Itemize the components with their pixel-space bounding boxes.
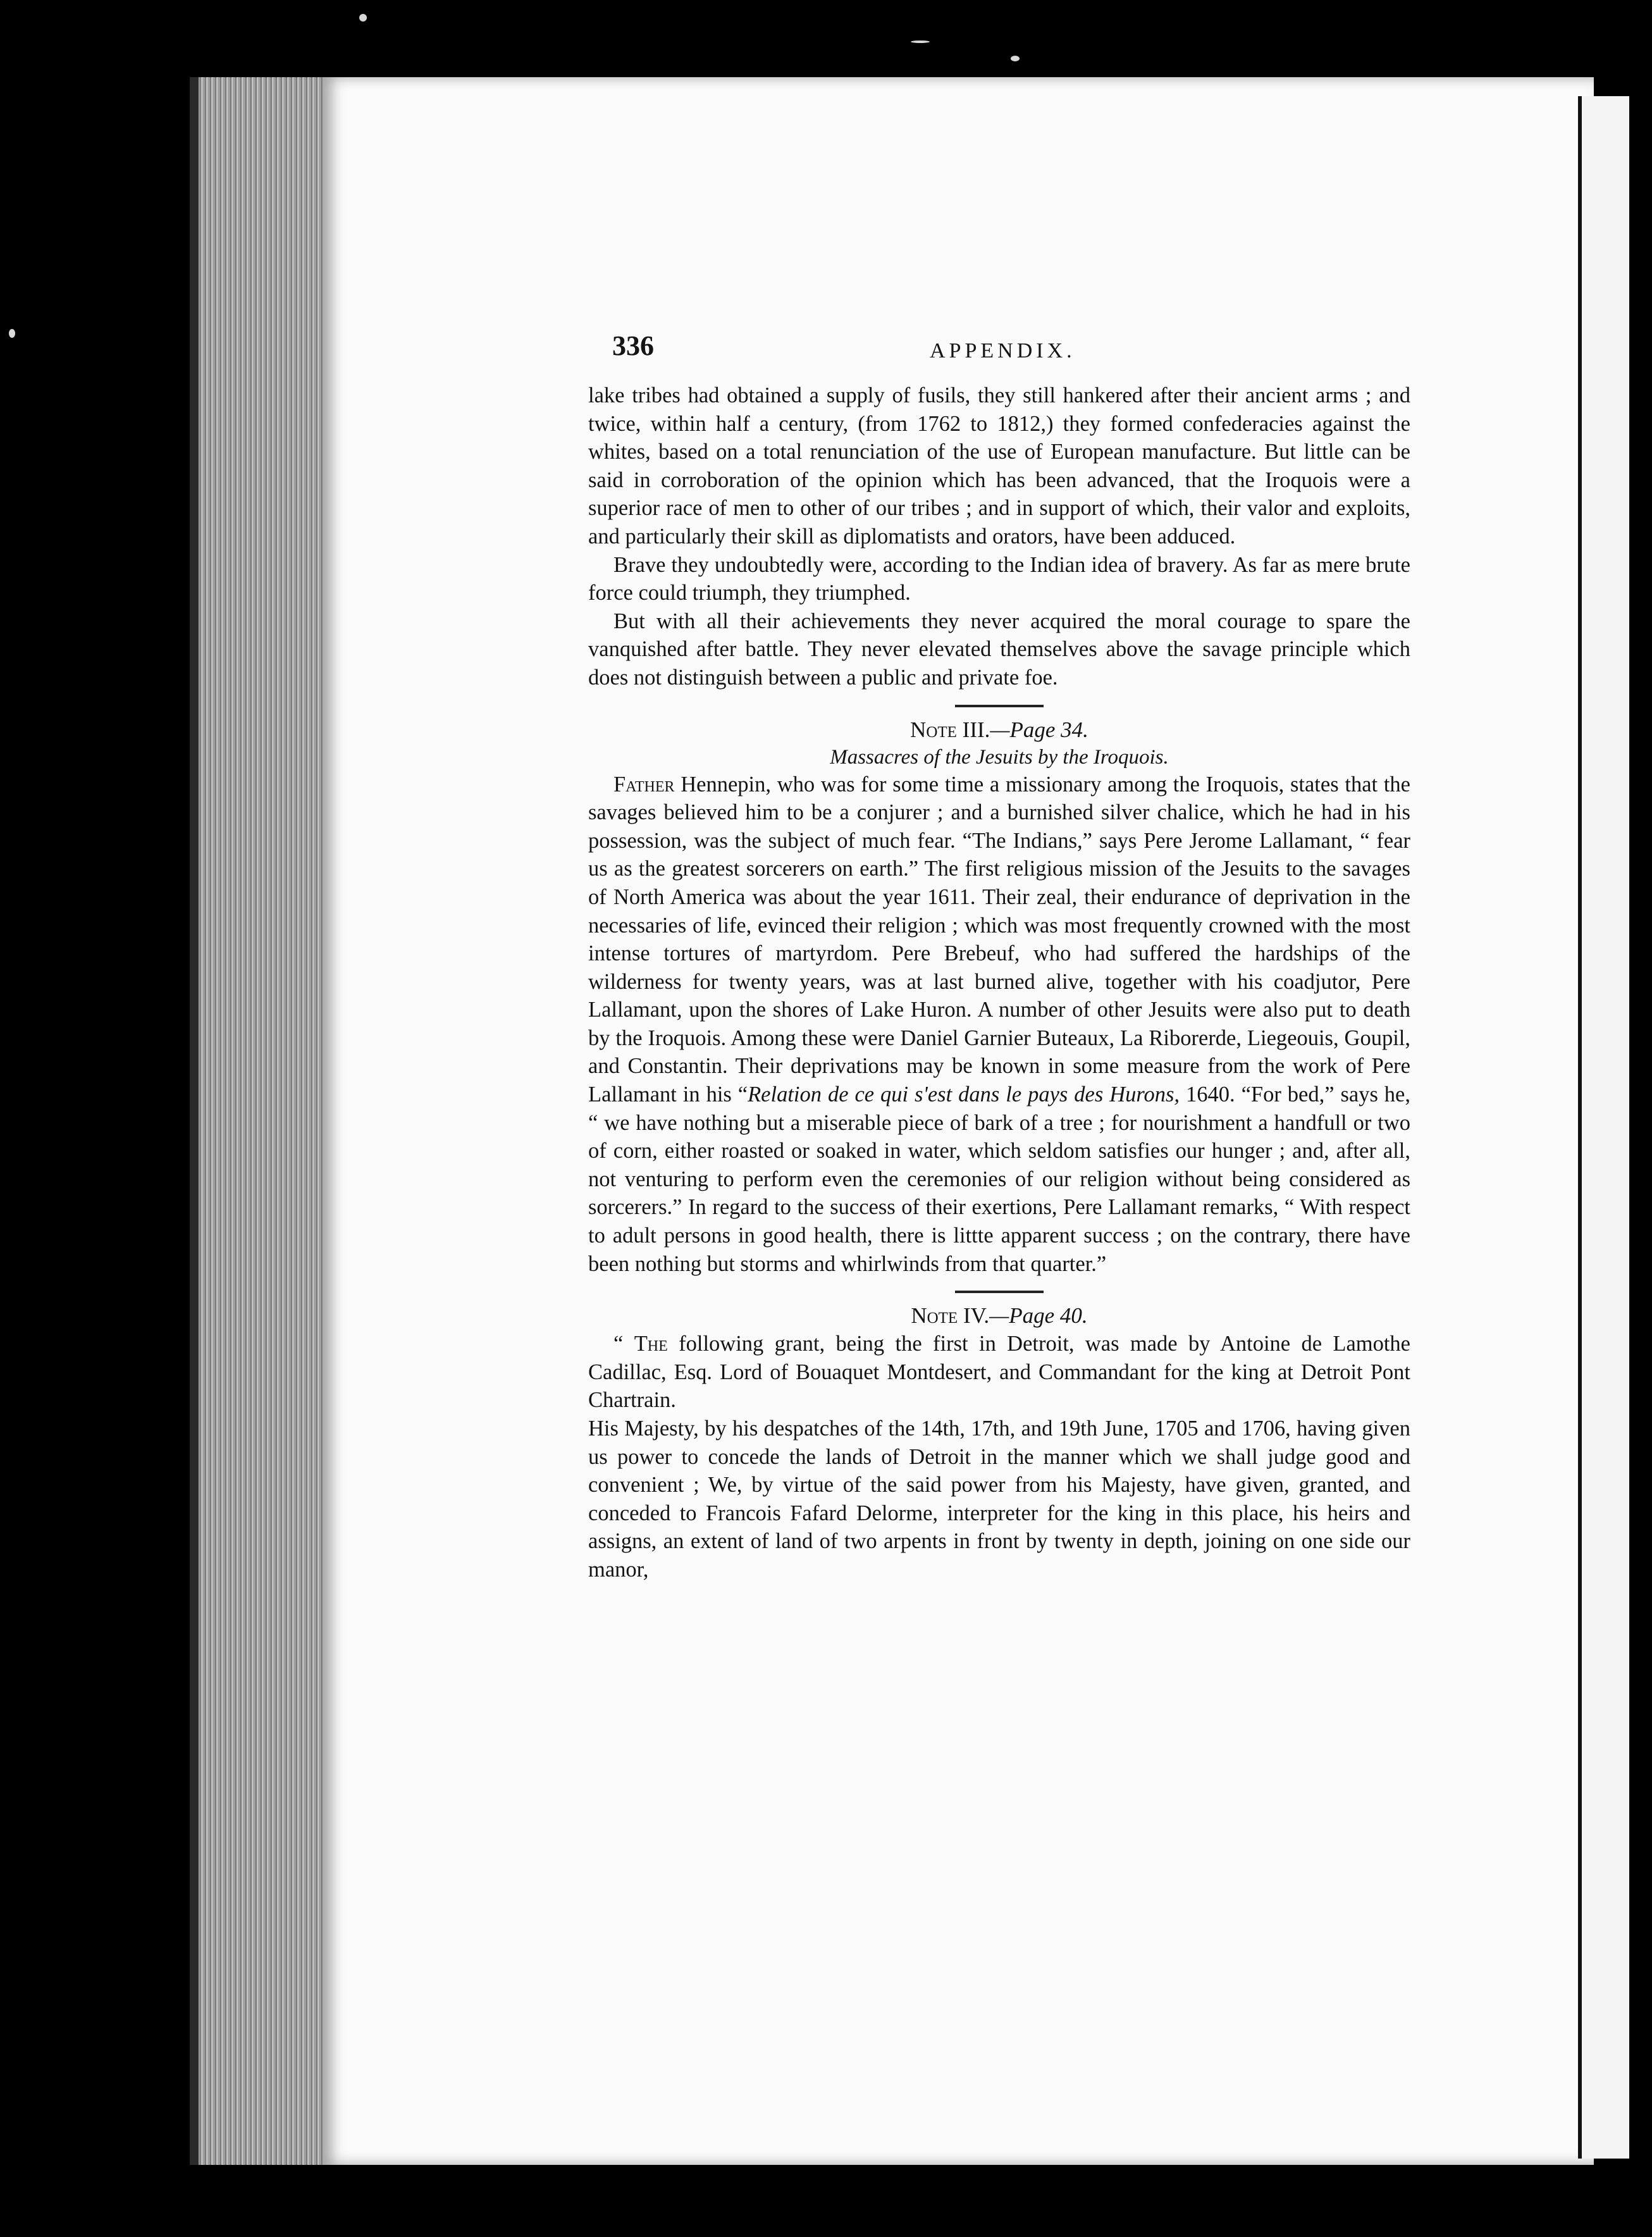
paragraph: His Majesty, by his despatches of the 14th, 17th, and 19th June, 1705 and 1706, having given us power to concede the lands of Detroit in the manner which we shall judge good and convenient ; We, by virtue of the said power from his Majesty, have given, granted, and conceded to Francois Fafard Delorme, interpreter for the king in this place, his heirs and assigns, an extent of land of two arpents in front by twenty in depth, joining on one side our manor, [588,1416,1410,1582]
scan-speck [911,40,930,43]
lead-word: The [634,1332,668,1356]
work-title: Relation de ce qui s'est dans le pays des Hurons, [748,1082,1180,1107]
note-subheading: Massacres of the Jesuits by the Iroquois. [830,745,1169,769]
paragraph: But with all their achievements they never acquired the moral courage to spare the vanquished after battle. They never elevated themselves above the savage principle which does not distinguish between a public and private foe. [588,609,1410,690]
paragraph-text: 1640. “For bed,” says he, “ we have nothing but a miserable piece of bark of a tree ; for nourishment a handfull or two of corn, either roasted or soaked in water, which seldom satisfies our hunger ; and, after all, not venturing to perform even the ceremonies of our religion without being considered as sorcerers.” In regard to the success of their exertions, Pere Lallamant remarks, “ With respect to adult persons in good health, there is littte apparent success ; on the contrary, there have been nothing but storms and whirlwinds from that quarter.” [588,1082,1410,1276]
paragraph-text: following grant, being the first in Detroit, was made by Antoine de Lamothe Cadillac, Esq. Lord of Bouaquet Montdesert, and Commandant for the king at Detroit Pont Chartrain. [588,1332,1410,1413]
note-heading [588,1302,1410,1330]
page-text [588,332,1410,1584]
note-page-ref: —Page 40. [989,1303,1088,1329]
running-title: APPENDIX. [930,339,1076,363]
lead-word: Father [613,772,675,796]
page-number: 336 [612,330,654,361]
section-rule [955,1291,1044,1293]
scan-speck [359,14,367,22]
page-edges [190,77,341,2165]
open-quote: “ [613,1332,634,1356]
facing-page-edge [1578,96,1629,2159]
note-label: Note IV. [911,1303,990,1329]
paragraph [588,771,1410,1279]
paragraph: lake tribes had obtained a supply of fusils, they still hankered after their ancient arms ; and twice, within half a century, (from 1762 to 1812,) they formed confederacies against the whites, based on a total renunciation of the use of European manufacture. But little can be said in corroboration of the opinion which has been advanced, that the Iroquois were a superior race of men to other of our tribes ; and in support of which, their valor and exploits, and particularly their skill as diplomatists and orators, have been adduced. [588,383,1410,548]
running-head [588,332,1410,376]
note-label: Note III. [910,717,990,742]
paragraph: Brave they undoubtedly were, according to the Indian idea of bravery. As far as mere brute force could triumph, they triumphed. [588,552,1410,605]
note-heading [588,716,1410,744]
scan-speck [9,329,15,338]
section-rule [955,705,1044,707]
paragraph-text: Hennepin, who was for some time a missionary among the Iroquois, states that the savages believed him to be a conjurer ; and a burnished silver chalice, which he had in his possession, was the subject of much fear. “The Indians,” says Pere Jerome Lallamant, “ fear us as the greatest sorcerers on earth.” The first religious mission of the Jesuits to the savages of North America was about the year 1611. Their zeal, their endurance of deprivation in the necessaries of life, evinced their religion ; which was most frequently crowned with the most intense tortures of martyrdom. Pere Brebeuf, who had suffered the hardships of the wilderness for twenty years, was at last burned alive, together with his coadjutor, Pere Lallamant, upon the shores of Lake Huron. A number of other Jesuits were also put to death by the Iroquois. Among these were Daniel Garnier Buteaux, La Riborerde, Liegeouis, Goupil, and Constantin. Their deprivations may be known in some measure from the work of Pere Lallamant in his “ [588,772,1410,1107]
paragraph [588,1330,1410,1415]
note-page-ref: —Page 34. [990,717,1088,742]
